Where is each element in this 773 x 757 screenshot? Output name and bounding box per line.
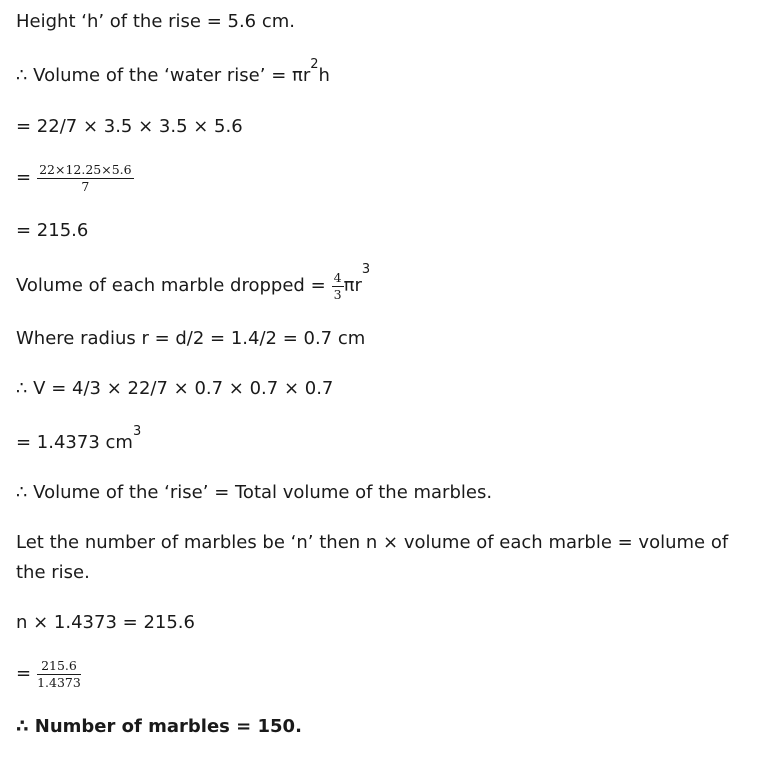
volume-equality-statement: ∴ Volume of the ‘rise’ = Total volume of the marbles. bbox=[16, 482, 493, 503]
water-rise-volume-result: = 215.6 bbox=[16, 220, 89, 241]
fraction bbox=[332, 271, 344, 302]
numerator: 215.6 bbox=[37, 659, 81, 675]
equals-sign: = bbox=[16, 663, 32, 684]
numerator: 4 bbox=[333, 269, 342, 285]
result-text: = 1.4373 cm bbox=[16, 432, 133, 453]
denominator: 7 bbox=[81, 178, 90, 194]
denominator: 3 bbox=[333, 286, 342, 302]
marble-volume-result bbox=[16, 424, 759, 458]
fraction-step bbox=[16, 158, 759, 198]
marble-count-setup: Let the number of marbles be ‘n’ then n × volume of each marble = volume of the rise. bbox=[16, 532, 729, 583]
final-answer: ∴ Number of marbles = 150. bbox=[16, 716, 302, 737]
height-statement: Height ‘h’ of the rise = 5.6 cm. bbox=[16, 11, 296, 32]
formula-text: ∴ Volume of the ‘water rise’ = πr bbox=[16, 65, 311, 86]
exponent: 2 bbox=[310, 57, 319, 72]
exponent: 3 bbox=[361, 262, 371, 277]
marble-count-equation: n × 1.4373 = 215.6 bbox=[16, 612, 195, 633]
marble-volume-formula bbox=[16, 262, 759, 306]
numerator: 22×12.25×5.6 bbox=[39, 161, 132, 177]
water-rise-volume-formula bbox=[16, 57, 759, 91]
fraction bbox=[37, 659, 81, 690]
formula-text: Volume of each marble dropped = bbox=[16, 275, 326, 296]
equals-sign: = bbox=[16, 167, 32, 188]
exponent: 3 bbox=[132, 424, 142, 439]
denominator: 1.4373 bbox=[37, 674, 81, 690]
substitution-step: = 22/7 × 3.5 × 3.5 × 5.6 bbox=[16, 116, 243, 137]
radius-statement: Where radius r = d/2 = 1.4/2 = 0.7 cm bbox=[16, 328, 366, 349]
formula-tail: h bbox=[318, 65, 330, 86]
marble-volume-substitution: ∴ V = 4/3 × 22/7 × 0.7 × 0.7 × 0.7 bbox=[16, 378, 334, 399]
marble-count-fraction bbox=[16, 654, 759, 694]
fraction bbox=[37, 163, 134, 194]
formula-tail: πr bbox=[343, 275, 362, 296]
